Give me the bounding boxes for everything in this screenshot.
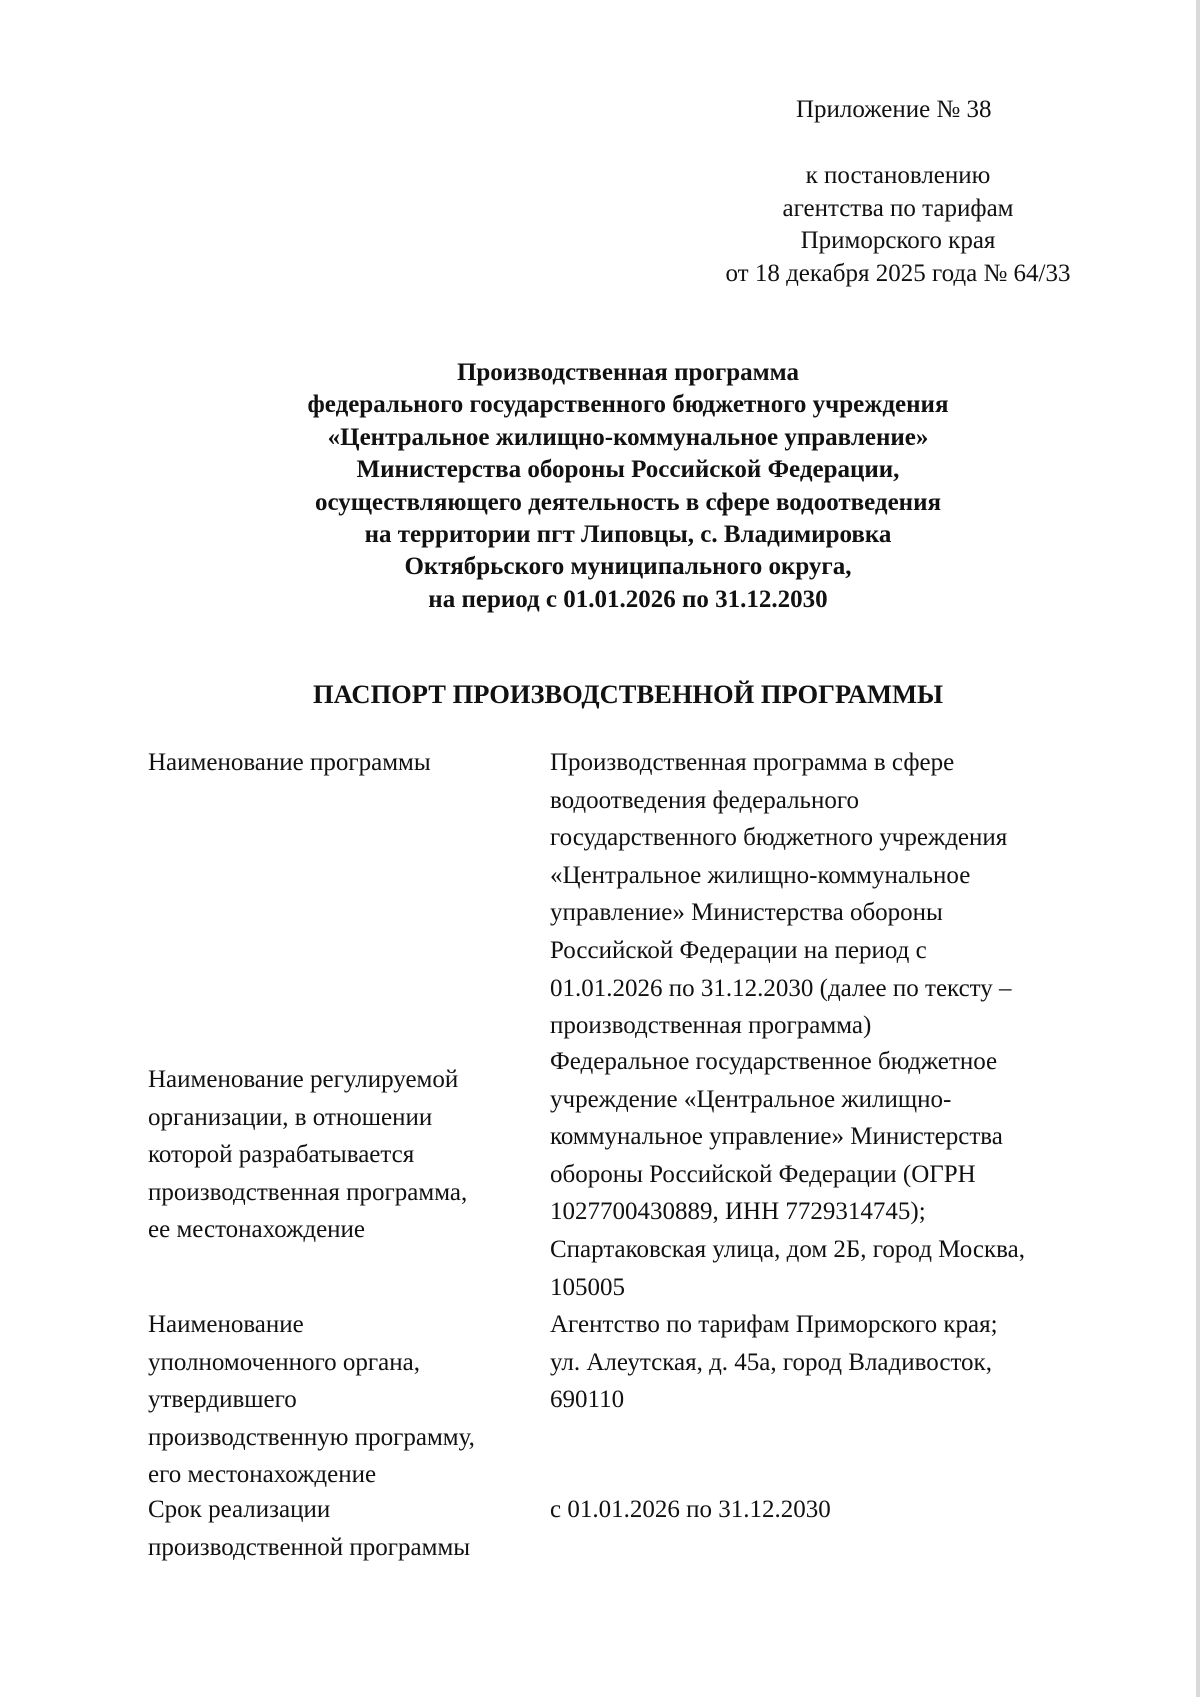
annex-label: Приложение № 38 <box>796 96 992 123</box>
value-line: 01.01.2026 по 31.12.2030 (далее по тексту – <box>550 974 1012 1002</box>
passport-row-authority-label <box>148 1306 475 1494</box>
decree-line: Приморского края <box>800 227 996 254</box>
label-line: производственную программу, <box>148 1423 475 1451</box>
passport-heading: ПАСПОРТ ПРОИЗВОДСТВЕННОЙ ПРОГРАММЫ <box>313 679 943 709</box>
passport-row-period-value <box>550 1491 831 1529</box>
label-line: Наименование <box>148 1311 304 1338</box>
value-line: обороны Российской Федерации (ОГРН <box>550 1160 976 1188</box>
label-line: которой разрабатывается <box>148 1141 415 1169</box>
label-line: производственной программы <box>148 1533 471 1561</box>
title-line: Октябрьского муниципального округа, <box>404 553 852 581</box>
value-line: «Центральное жилищно-коммунальное <box>550 861 971 889</box>
label-line: Наименование программы <box>148 749 431 776</box>
passport-row-organization-label <box>148 1061 467 1249</box>
title-line: на территории пгт Липовцы, с. Владимировка <box>364 521 892 549</box>
passport-row-organization-value <box>550 1043 1025 1306</box>
value-line: управление» Министерства обороны <box>550 899 943 927</box>
title-line: на период с 01.01.2026 по 31.12.2030 <box>428 585 828 613</box>
value-line: производственная программа) <box>550 1012 872 1040</box>
value-line: Агентство по тарифам Приморского края; <box>550 1311 998 1338</box>
value-line: государственного бюджетного учреждения <box>550 824 1008 852</box>
label-line: Наименование регулируемой <box>148 1066 459 1093</box>
label-line: ее местонахождение <box>148 1216 366 1244</box>
value-line: коммунальное управление» Министерства <box>550 1123 1003 1151</box>
decree-reference <box>688 160 1108 290</box>
document-title <box>0 357 1200 616</box>
value-line: Спартаковская улица, дом 2Б, город Москва, <box>550 1235 1025 1263</box>
value-line: Федеральное государственное бюджетное <box>550 1048 998 1075</box>
decree-line: от 18 декабря 2025 года № 64/33 <box>725 259 1071 287</box>
value-line: с 01.01.2026 по 31.12.2030 <box>550 1496 831 1523</box>
value-line: 1027700430889, ИНН 7729314745); <box>550 1198 926 1226</box>
label-line: производственная программа, <box>148 1178 468 1206</box>
label-line: уполномоченного органа, <box>148 1348 420 1376</box>
scan-edge <box>1196 0 1200 1697</box>
title-line: осуществляющего деятельность в сфере водоотведения <box>314 488 941 516</box>
title-line: Производственная программа <box>456 359 800 386</box>
passport-row-period-label <box>148 1491 470 1566</box>
value-line: 105005 <box>550 1273 625 1301</box>
decree-line: агентства по тарифам <box>782 194 1014 222</box>
value-line: учреждение «Центральное жилищно- <box>550 1085 952 1113</box>
value-line: ул. Алеутская, д. 45а, город Владивосток, <box>550 1348 992 1376</box>
passport-row-authority-value <box>550 1306 998 1419</box>
value-line: Производственная программа в сфере <box>550 749 955 776</box>
value-line: водоотведения федерального <box>550 786 859 814</box>
title-line: «Центральное жилищно-коммунальное управление» <box>327 423 929 451</box>
title-line: Министерства обороны Российской Федерации, <box>356 456 900 484</box>
title-line: федерального государственного бюджетного учреждения <box>307 391 949 419</box>
label-line: организации, в отношении <box>148 1103 433 1131</box>
label-line: утвердившего <box>148 1386 297 1414</box>
label-line: Срок реализации <box>148 1496 331 1523</box>
passport-row-program-name-label <box>148 744 431 782</box>
decree-line: к постановлению <box>805 162 991 189</box>
passport-row-program-name-value <box>550 744 1012 1045</box>
value-line: Российской Федерации на период с <box>550 936 927 964</box>
value-line: 690110 <box>550 1386 625 1414</box>
label-line: его местонахождение <box>148 1461 377 1489</box>
